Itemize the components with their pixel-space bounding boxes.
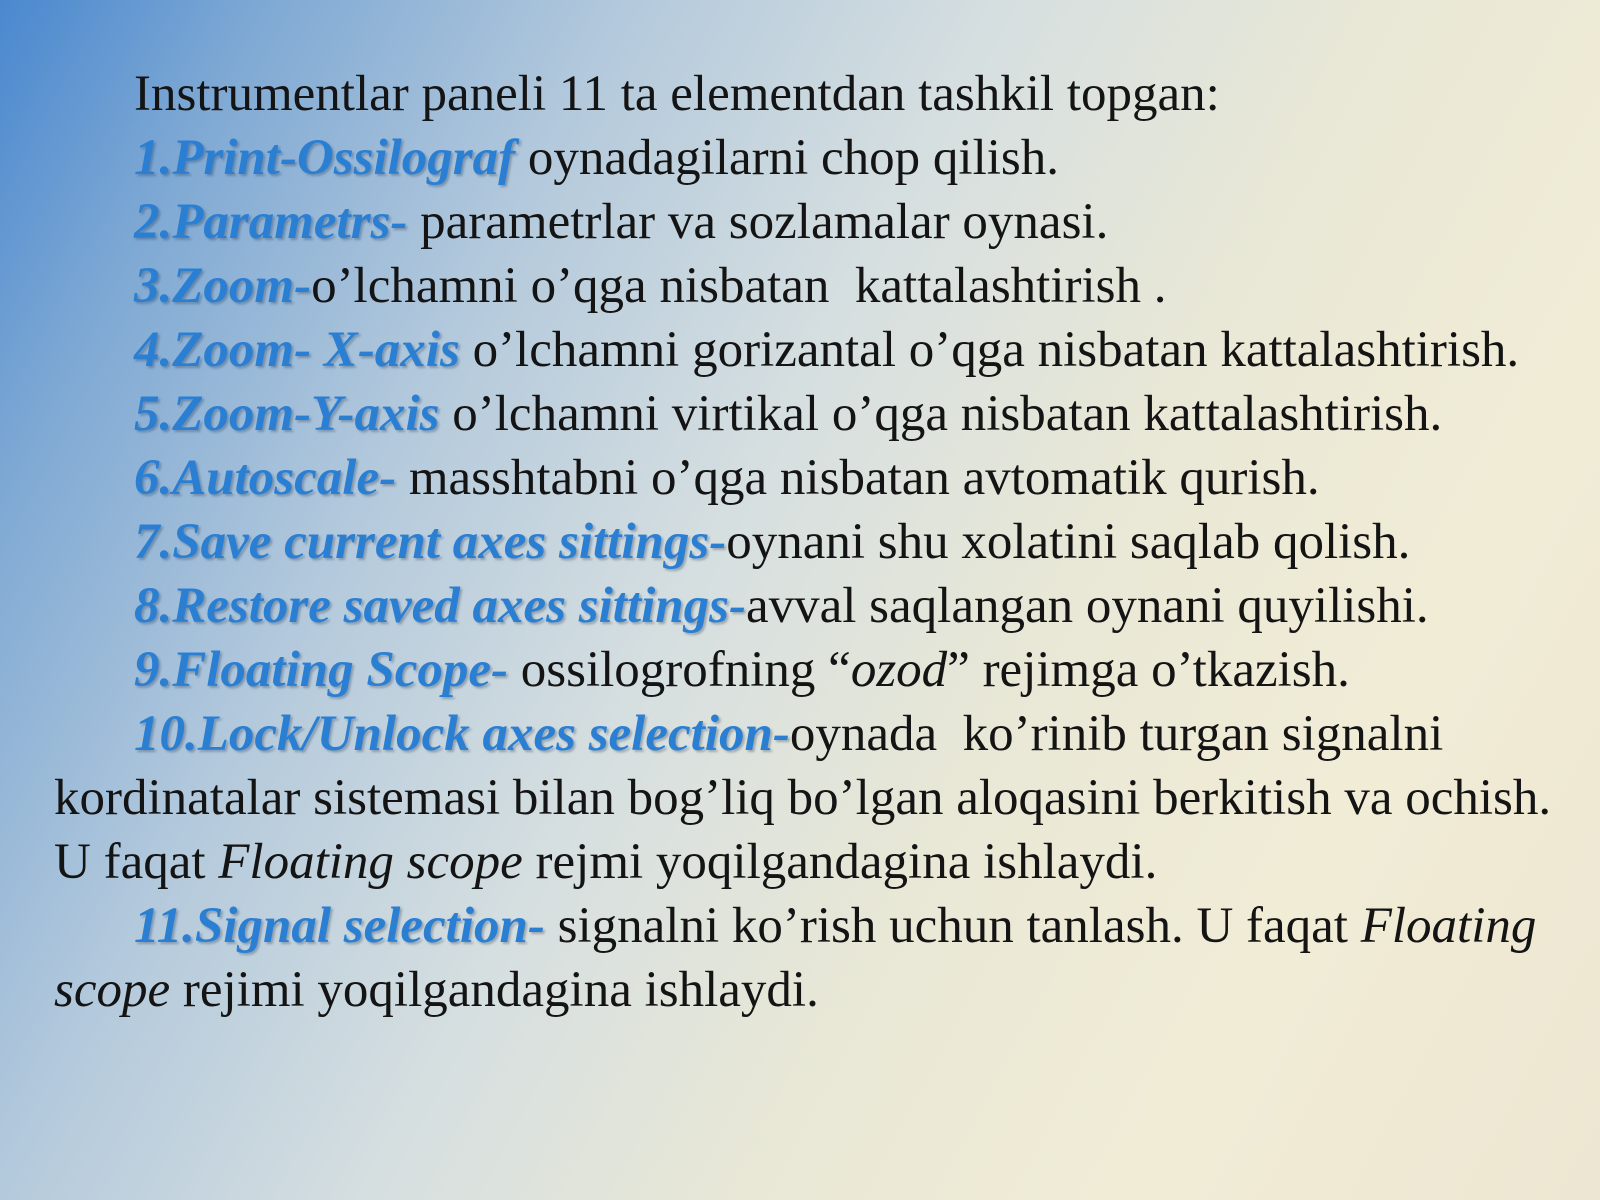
item-description-italic: ozod	[850, 642, 948, 698]
item-description-end: rejimi yoqilgandagina ishlaydi.	[170, 962, 819, 1018]
list-item	[54, 894, 1554, 1022]
item-term: 3.Zoom-	[134, 258, 312, 314]
item-description-start: oynada ko’rinib turgan signalni kordinatalar sistemasi bilan bog’liq bo’lgan aloqasini berkitish va ochish. U faqat	[54, 706, 1564, 890]
item-description: parametrlar va sozlamalar oynasi.	[407, 194, 1109, 250]
list-item	[54, 702, 1564, 894]
item-description-start: signalni ko’rish uchun tanlash. U faqat	[544, 898, 1361, 954]
item-term: 8.Restore saved axes sittings-	[134, 578, 746, 634]
item-description-end: ” rejimga o’tkazish.	[947, 642, 1350, 698]
item-description: masshtabni o’qga nisbatan avtomatik qurish.	[396, 450, 1320, 506]
item-term: 5.Zoom-Y-axis	[134, 386, 440, 442]
item-description: oynani shu xolatini saqlab qolish.	[726, 514, 1411, 570]
list-item	[54, 638, 1554, 702]
item-description-italic: Floating scope	[54, 898, 1550, 1018]
item-term: 9.Floating Scope-	[134, 642, 509, 698]
item-term: 2.Parametrs-	[134, 194, 408, 250]
list-item	[54, 190, 1554, 254]
list-item	[54, 318, 1554, 382]
item-description: o’lchamni virtikal o’qga nisbatan kattalashtirish.	[439, 386, 1443, 442]
list-item	[54, 574, 1554, 638]
item-description: avval saqlangan oynani quyilishi.	[745, 578, 1429, 634]
item-description-start: ossilogrofning “	[508, 642, 851, 698]
intro-label: Instrumentlar paneli 11 ta elementdan tashkil topgan:	[134, 66, 1220, 122]
item-term: 4.Zoom- X-axis	[134, 322, 460, 378]
item-description: o’lchamni gorizantal o’qga nisbatan kattalashtirish.	[459, 322, 1520, 378]
item-term: 1.Print-Ossilograf	[134, 130, 516, 186]
item-description-end: rejmi yoqilgandagina ishlaydi.	[522, 834, 1158, 890]
list-item	[54, 510, 1554, 574]
item-description: o’lchamni o’qga nisbatan kattalashtirish .	[311, 258, 1167, 314]
item-term: 11.Signal selection-	[134, 898, 545, 954]
list-item	[54, 382, 1554, 446]
item-description: oynadagilarni chop qilish.	[515, 130, 1060, 186]
item-term: 10.Lock/Unlock axes selection-	[134, 706, 790, 762]
list-item	[54, 126, 1554, 190]
list-item	[54, 446, 1554, 510]
item-term: 6.Autoscale-	[134, 450, 397, 506]
intro-text	[54, 62, 1554, 126]
slide-body	[54, 62, 1564, 1022]
list-item	[54, 254, 1554, 318]
item-description-italic: Floating scope	[218, 834, 523, 890]
item-term: 7.Save current axes sittings-	[134, 514, 727, 570]
